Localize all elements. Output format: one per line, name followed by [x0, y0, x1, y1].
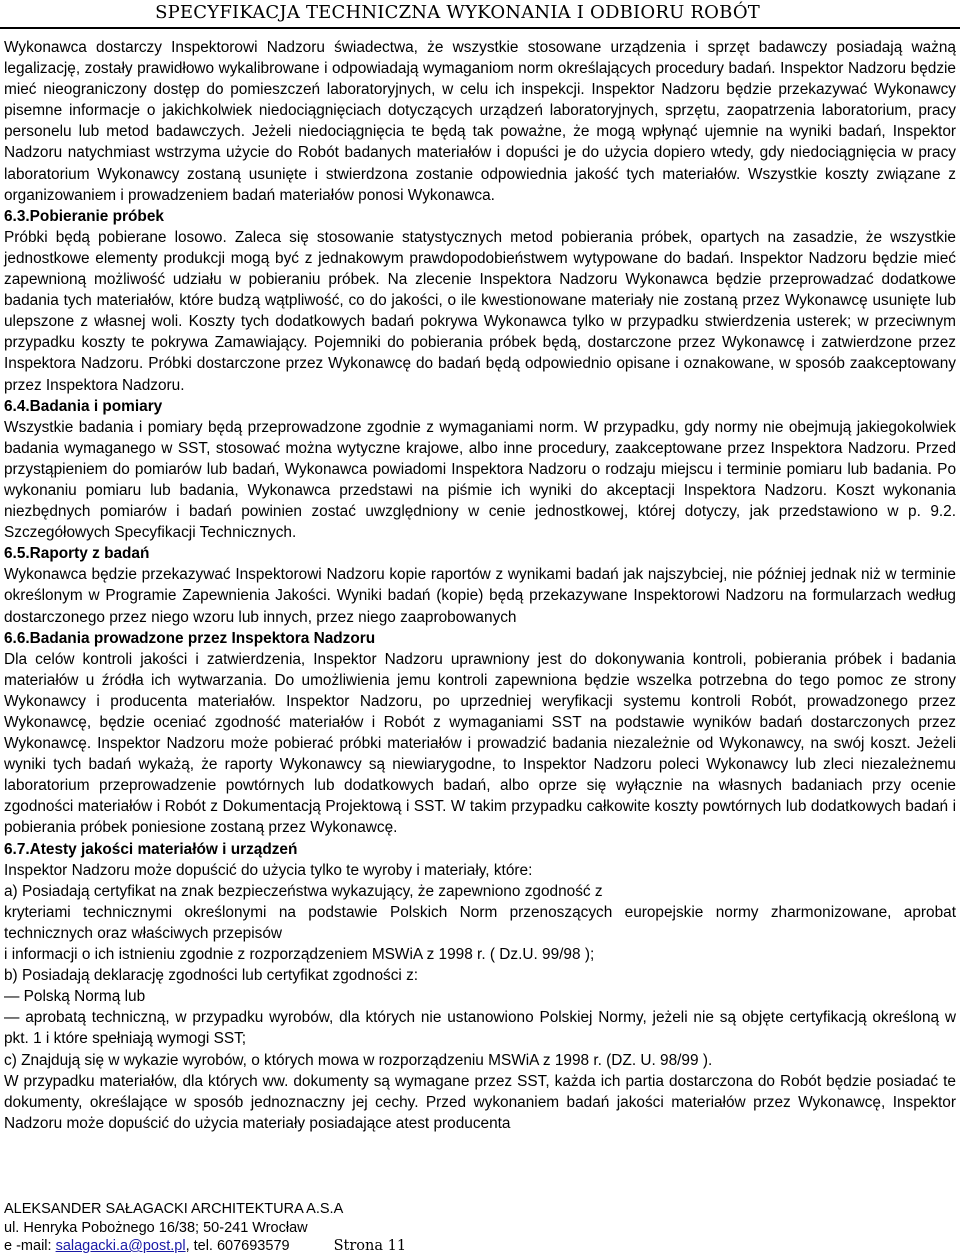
page-number: Strona 11: [333, 1238, 407, 1254]
footer-email-label: e -mail:: [4, 1238, 56, 1254]
paragraph: Wszystkie badania i pomiary będą przeprowadzone zgodnie z wymaganiami norm. W przypadku, gdy normy nie obejmują jakiegokolwiek badania wymaganego w SST, stosować można wytyczne krajowe, albo inne procedury, zaakceptowane przez Inspektora Nadzoru. Przed przystąpieniem do pomiarów lub badań, Wykonawca powiadomi Inspektora Nadzoru o rodzaju miejscu i terminie pomiaru lub badania. Po wykonaniu pomiaru lub badania, Wykonawca przedstawi na piśmie ich wyniki do akceptacji Inspektora Nadzoru. Koszt wykonania niezbędnych pomiarów i badań powinien zostać uwzględniony w cenie jednostkowej, której dotyczy, jak przedstawiono w p. 9.2. Szczegółowych Specyfikacji Technicznych.: [4, 418, 956, 542]
page-footer: [4, 1200, 406, 1256]
document-body: [4, 37, 956, 1134]
paragraph: Próbki będą pobierane losowo. Zaleca się stosowanie statystycznych metod pobierania próbek, opartych na zasadzie, że wszystkie jednostkowe elementy produkcji mogą być z jednakowym prawdopodobieństwem wytypowane do badań. Inspektor Nadzoru będzie mieć zapewnioną możliwość udziału w pobieraniu próbek. Na zlecenie Inspektora Nadzoru Wykonawca będzie przeprowadzać dodatkowe badania tych materiałów, które budzą wątpliwość, co do jakości, o ile kwestionowane materiały nie zostaną przez Wykonawcę usunięte lub ulepszone z własnej woli. Koszty tych dodatkowych badań pokrywa Wykonawca tylko w przypadku stwierdzenia usterek; w przeciwnym przypadku koszty te pokrywa Zamawiający. Pojemniki do pobierania próbek będą, dostarczone przez Wykonawcę i zatwierdzone przez Inspektora Nadzoru. Próbki dostarczone przez Wykonawcę do badań będą odpowiednio opisane i oznakowane, w sposób zaakceptowany przez Inspektora Nadzoru.: [4, 228, 956, 394]
running-header: SPECYFIKACJA TECHNICZNA WYKONANIA I ODBIORU ROBÓT: [155, 2, 760, 23]
footer-address: ul. Henryka Pobożnego 16/38; 50-241 Wrocław: [4, 1219, 308, 1236]
paragraph: b) Posiadają deklarację zgodności lub certyfikat zgodności z:: [4, 967, 419, 985]
footer-contact: [4, 1237, 406, 1256]
section-heading: 6.6.Badania prowadzone przez Inspektora Nadzoru: [4, 629, 376, 647]
header-rule: [0, 27, 960, 29]
section-heading: 6.3.Pobieranie próbek: [4, 207, 164, 225]
paragraph: kryteriami technicznymi określonymi na podstawie Polskich Norm przenoszących europejskie normy zharmonizowane, aprobat technicznych oraz właściwych przepisów: [4, 903, 956, 942]
section-heading: 6.7.Atesty jakości materiałów i urządzeń: [4, 840, 298, 858]
paragraph: Wykonawca dostarczy Inspektorowi Nadzoru świadectwa, że wszystkie stosowane urządzenia i sprzęt badawczy posiadają ważną legalizację, zostały prawidłowo wykalibrowane i odpowiadają wymaganiom norm określających procedury badań. Inspektor Nadzoru będzie mieć nieograniczony dostęp do pomieszczeń laboratoryjnych, w celu ich inspekcji. Inspektor Nadzoru będzie przekazywać Wykonawcy pisemne informacje o jakichkolwiek niedociągnięciach dotyczących urządzeń laboratoryjnych, sprzętu, zaopatrzenia laboratorium, pracy personelu lub metod badawczych. Jeżeli niedociągnięcia te będą tak poważne, że mogą wpłynąć ujemnie na wyniki badań, Inspektor Nadzoru natychmiast wstrzyma użycie do Robót badanych materiałów i dopuści je do użycia dopiero wtedy, gdy niedociągnięcia w pracy laboratorium Wykonawcy zostaną usunięte i stwierdzona zostanie odpowiednia jakość tych materiałów. Wszystkie koszty związane z organizowaniem i prowadzeniem badań materiałów ponosi Wykonawca.: [4, 39, 956, 204]
paragraph: Inspektor Nadzoru może dopuścić do użycia tylko te wyroby i materiały, które:: [4, 861, 533, 879]
paragraph: Dla celów kontroli jakości i zatwierdzenia, Inspektor Nadzoru uprawniony jest do dokonywania kontroli, pobierania próbek i badania materiałów u źródła ich wytwarzania. Do umożliwienia jemu kontroli zapewniona będzie wszelka potrzebna do tego pomoc ze strony Wykonawcy i producenta materiałów. Inspektor Nadzoru, po uprzedniej weryfikacji systemu kontroli Robót, prowadzonego przez Wykonawcę, będzie oceniać zgodność materiałów i Robót z wymaganiami SST na podstawie wyników badań dostarczonych przez Wykonawcę. Inspektor Nadzoru może pobierać próbki materiałów i prowadzić badania niezależnie od Wykonawcy, na swój koszt. Jeżeli wyniki tych badań wykażą, że raporty Wykonawcy są niewiarygodne, to Inspektor Nadzoru poleci Wykonawcy lub zleci niezależnemu laboratorium przeprowadzenie powtórnych lub dodatkowych badań, albo oprze się wyłącznie na własnych badaniach przy ocenie zgodności materiałów i Robót z Dokumentacją Projektową i SST. W takim przypadku całkowite koszty powtórnych lub dodatkowych badań i pobierania próbek poniesione zostaną przez Wykonawcę.: [4, 650, 956, 837]
section-heading: 6.4.Badania i pomiary: [4, 397, 163, 415]
footer-company: ALEKSANDER SAŁAGACKI ARCHITEKTURA A.S.A: [4, 1201, 344, 1217]
paragraph: i informacji o ich istnieniu zgodnie z rozporządzeniem MSWiA z 1998 r. ( Dz.U. 99/98 );: [4, 946, 595, 964]
footer-phone: , tel. 607693579: [185, 1238, 290, 1254]
paragraph: Wykonawca będzie przekazywać Inspektorowi Nadzoru kopie raportów z wynikami badań jak najszybciej, nie później jednak niż w terminie określonym w Programie Zapewnienia Jakości. Wyniki badań (kopie) będą przekazywane Inspektorowi Nadzoru na formularzach według dostarczonego przez niego wzoru lub innych, przez niego zaaprobowanych: [4, 566, 956, 626]
footer-email-link[interactable]: salagacki.a@post.pl: [55, 1238, 186, 1254]
section-heading: 6.5.Raporty z badań: [4, 545, 150, 563]
paragraph: — aprobatą techniczną, w przypadku wyrobów, dla których nie ustanowiono Polskiej Normy, jeżeli nie są objęte certyfikacją określoną w pkt. 1 i które spełniają wymogi SST;: [4, 1009, 956, 1048]
paragraph: c) Znajdują się w wykazie wyrobów, o których mowa w rozporządzeniu MSWiA z 1998 r. (DZ. U. 98/99 ).: [4, 1051, 713, 1069]
paragraph: W przypadku materiałów, dla których ww. dokumenty są wymagane przez SST, każda ich partia dostarczona do Robót będzie posiadać te dokumenty, określające w sposób jednoznaczny jej cechy. Przed wykonaniem badań jakości materiałów przez Wykonawcę, Inspektor Nadzoru może dopuścić do użycia materiały posiadające atest producenta: [4, 1072, 956, 1132]
paragraph: a) Posiadają certyfikat na znak bezpieczeństwa wykazujący, że zapewniono zgodność z: [4, 882, 603, 900]
paragraph: — Polską Normą lub: [4, 988, 146, 1006]
